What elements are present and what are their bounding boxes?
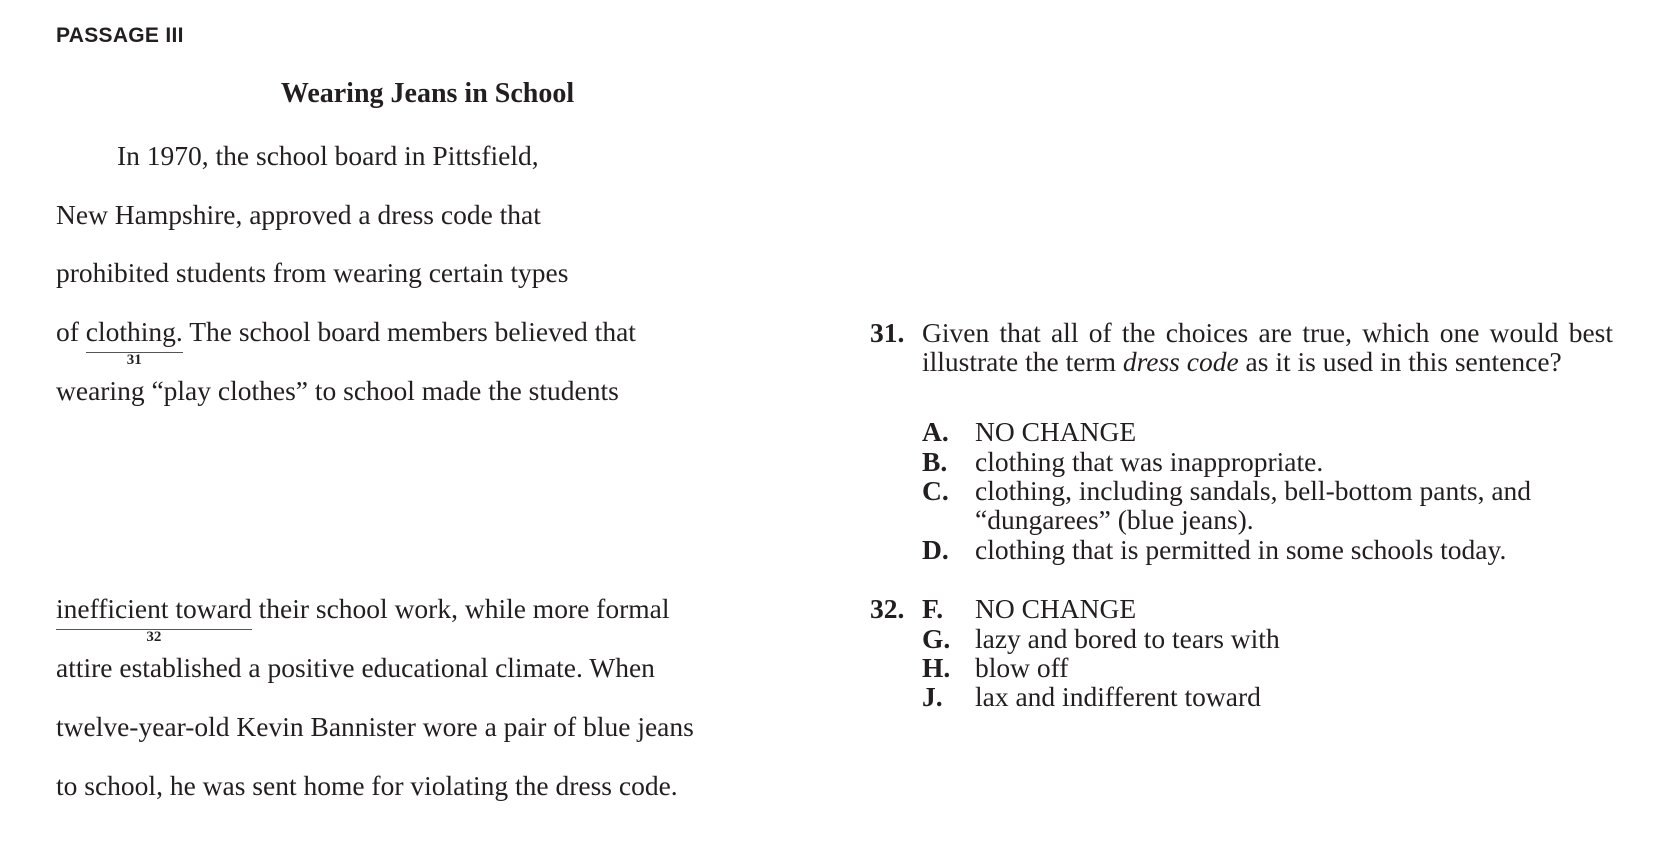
option-letter: H. <box>922 652 951 683</box>
option-letter: F. <box>922 593 944 624</box>
stem-text: as it is used in this sentence? <box>1238 346 1562 377</box>
option-letter: B. <box>922 446 948 477</box>
question-number: 31. <box>870 317 905 348</box>
underlined-text: clothing. <box>85 316 183 347</box>
option-text: lax and indifferent toward <box>975 681 1261 712</box>
passage-text: their school work, while more formal <box>251 593 670 624</box>
underlined-portion-31[interactable] <box>85 316 183 368</box>
question-stem <box>922 318 1613 376</box>
passage-line: prohibited students from wearing certain types <box>56 257 569 288</box>
option-text: clothing that was inappropriate. <box>975 446 1324 477</box>
option-b[interactable] <box>922 446 1324 477</box>
stem-emphasis: dress code <box>1122 346 1239 377</box>
question-number: 32. <box>870 593 905 624</box>
passage-line: In 1970, the school board in Pittsfield, <box>117 140 539 171</box>
passage-line <box>56 593 670 645</box>
option-text: NO CHANGE <box>975 593 1137 624</box>
option-letter: A. <box>922 416 949 447</box>
option-letter: D. <box>922 534 949 565</box>
option-a[interactable] <box>922 416 1137 447</box>
option-d[interactable] <box>922 534 1507 565</box>
option-c[interactable] <box>922 475 1532 535</box>
stem-text: Given that all of the choices are true, which one would best illustrate the term <box>922 317 1613 377</box>
question-marker-32: 32 <box>146 629 162 645</box>
option-f[interactable] <box>922 593 1137 624</box>
passage-line <box>56 316 636 368</box>
option-letter: G. <box>922 623 951 654</box>
passage-line: to school, he was sent home for violating the dress code. <box>56 770 678 801</box>
passage-text: of <box>56 316 86 347</box>
option-letter: C. <box>922 475 949 506</box>
passage-line: wearing “play clothes” to school made the students <box>56 375 619 406</box>
option-text: lazy and bored to tears with <box>975 623 1280 654</box>
option-text: clothing, including sandals, bell-bottom pants, and <box>975 475 1532 506</box>
option-h[interactable] <box>922 652 1069 683</box>
passage-line: attire established a positive educational climate. When <box>56 652 655 683</box>
option-j[interactable] <box>922 681 1261 712</box>
underlined-text: inefficient toward <box>56 593 252 624</box>
option-text: “dungarees” (blue jeans). <box>975 504 1254 535</box>
option-text: blow off <box>975 652 1069 683</box>
passage-line: New Hampshire, approved a dress code that <box>56 199 541 230</box>
question-marker-31: 31 <box>126 352 142 368</box>
option-text: NO CHANGE <box>975 416 1137 447</box>
passage-title: Wearing Jeans in School <box>280 78 575 109</box>
passage-label: PASSAGE III <box>56 24 184 47</box>
passage-text: The school board members believed that <box>182 316 636 347</box>
passage-line: twelve-year-old Kevin Bannister wore a pair of blue jeans <box>56 711 694 742</box>
option-text: clothing that is permitted in some schools today. <box>975 534 1507 565</box>
option-g[interactable] <box>922 623 1280 654</box>
option-letter: J. <box>922 681 943 712</box>
underlined-portion-32[interactable] <box>56 593 252 645</box>
